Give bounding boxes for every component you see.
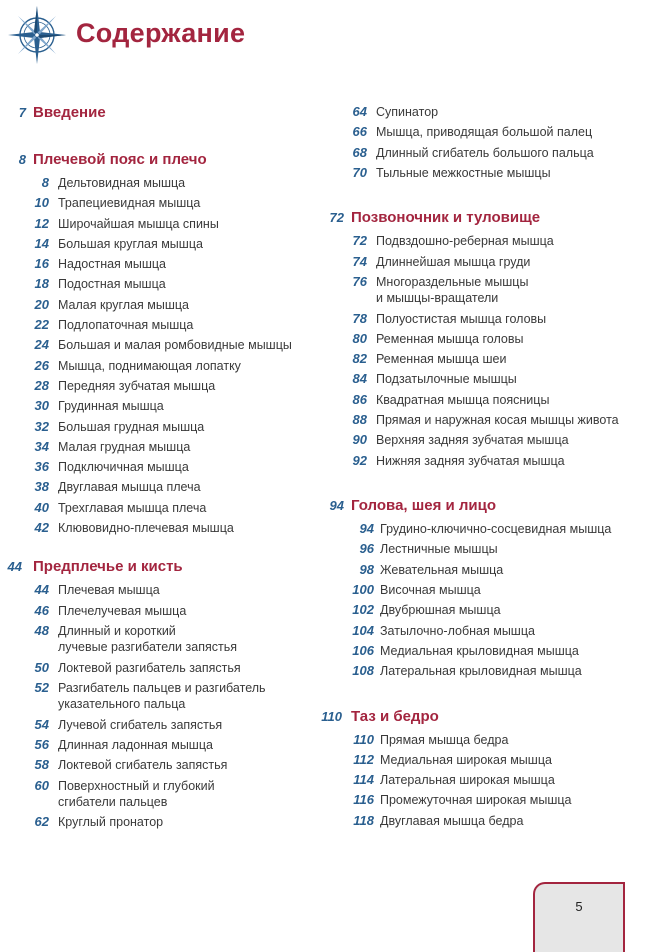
toc-entry: [318, 165, 638, 181]
entry-title: Грудинная мышца: [58, 399, 164, 414]
page-number: 5: [575, 899, 583, 914]
entry-title: Трехглавая мышца плеча: [58, 500, 207, 515]
entry-page-number: 68: [352, 144, 367, 160]
entry-page-number: 118: [353, 812, 374, 828]
toc-section-spine: [318, 209, 638, 469]
entry-page-number: 8: [41, 175, 49, 190]
entry-page-number: 12: [34, 215, 49, 231]
entry-page-number: 10: [34, 195, 49, 211]
entry-page-number: 22: [34, 317, 49, 333]
section-header: [0, 104, 320, 125]
page-header: [6, 4, 406, 66]
entry-page-number: 42: [34, 520, 49, 536]
section-page-number: 72: [329, 210, 344, 226]
entry-title: Верхняя задняя зубчатая мышца: [376, 433, 569, 448]
toc-entry: [318, 392, 638, 408]
toc-entry: [0, 337, 320, 353]
section-header: [0, 151, 320, 172]
entry-title: Височная мышца: [380, 582, 481, 597]
section-title: Введение: [33, 104, 106, 121]
entry-title: Подзатылочные мышцы: [376, 372, 517, 387]
entry-title: Длинный и короткий лучевые разгибатели запястья: [58, 624, 237, 655]
entry-page-number: 64: [352, 104, 367, 119]
toc-section-introduction: [0, 104, 320, 125]
toc-entry: [0, 317, 320, 333]
entry-title: Двуглавая мышца бедра: [380, 813, 524, 828]
entry-title: Большая круглая мышца: [58, 236, 203, 251]
section-title: Таз и бедро: [351, 707, 439, 725]
entry-title: Круглый пронатор: [58, 815, 164, 830]
entry-page-number: 50: [34, 659, 49, 675]
entry-title: Супинатор: [376, 105, 439, 119]
entry-list: [318, 104, 638, 181]
entry-page-number: 114: [353, 772, 374, 788]
entry-title: Прямая мышца бедра: [380, 732, 509, 747]
entry-title: Подостная мышца: [58, 277, 166, 292]
entry-title: Надостная мышца: [58, 257, 167, 272]
toc-entry: [318, 792, 638, 808]
entry-title: Малая круглая мышца: [58, 297, 190, 312]
toc-section-forearm: [0, 558, 320, 830]
entry-title: Двуглавая мышца плеча: [58, 480, 201, 495]
toc-entry: [318, 732, 638, 748]
entry-title: Плечевая мышца: [58, 583, 160, 598]
toc-entry: [0, 175, 320, 191]
entry-title: Большая и малая ромбовидные мышцы: [58, 338, 292, 353]
entry-page-number: 70: [352, 164, 367, 180]
entry-page-number: 20: [34, 296, 49, 312]
entry-title: Подключичная мышца: [58, 460, 189, 475]
entry-title: Локтевой сгибатель запястья: [58, 758, 228, 773]
toc-entry: [0, 717, 320, 733]
entry-page-number: 112: [353, 751, 374, 767]
entry-title: Латеральная широкая мышца: [380, 773, 555, 788]
toc-entry: [0, 582, 320, 598]
entry-title: Дельтовидная мышца: [58, 176, 186, 190]
section-page-number: 7: [18, 105, 26, 120]
toc-right-column: [318, 104, 638, 833]
toc-entry: [318, 562, 638, 578]
entry-title: Разгибатель пальцев и разгибатель указательного пальца: [58, 681, 266, 712]
entry-title: Промежуточная широкая мышца: [380, 793, 572, 808]
entry-page-number: 74: [352, 253, 367, 269]
entry-page-number: 106: [352, 642, 374, 658]
toc-entry: [0, 520, 320, 536]
entry-page-number: 84: [352, 371, 367, 387]
toc-entry: [318, 254, 638, 270]
toc-entry: [0, 737, 320, 753]
toc-entry: [318, 541, 638, 557]
toc-entry: [318, 752, 638, 768]
toc-entry: [318, 274, 638, 307]
entry-title: Латеральная крыловидная мышца: [380, 664, 582, 679]
entry-title: Длинная ладонная мышца: [58, 738, 213, 753]
toc-entry: [318, 104, 638, 120]
entry-title: Длинный сгибатель большого пальца: [376, 145, 594, 160]
entry-title: Малая грудная мышца: [58, 439, 191, 454]
entry-page-number: 14: [34, 235, 49, 251]
entry-page-number: 26: [34, 357, 49, 373]
compass-rose-icon: [6, 4, 68, 66]
toc-entry: [0, 276, 320, 292]
entry-title: Длиннейшая мышца груди: [376, 254, 531, 269]
toc-entry: [318, 772, 638, 788]
page-number-tab: [533, 882, 625, 952]
toc-section-hand-continued: [318, 104, 638, 181]
toc-entry: [0, 398, 320, 414]
entry-page-number: 80: [352, 330, 367, 346]
entry-title: Нижняя задняя зубчатая мышца: [376, 453, 565, 468]
entry-page-number: 72: [352, 233, 367, 249]
toc-entry: [0, 419, 320, 435]
entry-page-number: 108: [352, 663, 374, 679]
toc-entry: [0, 439, 320, 455]
section-title: Предплечье и кисть: [33, 558, 183, 576]
entry-list: [0, 582, 320, 830]
entry-title: Мышца, поднимающая лопатку: [58, 358, 241, 373]
section-page-number: 110: [321, 708, 342, 724]
entry-page-number: 24: [34, 337, 49, 353]
entry-page-number: 32: [34, 418, 49, 434]
entry-page-number: 78: [352, 310, 367, 326]
toc-entry: [0, 459, 320, 475]
toc-entry: [0, 236, 320, 252]
entry-page-number: 56: [34, 737, 49, 753]
entry-page-number: 16: [34, 256, 49, 272]
section-header: [318, 209, 638, 230]
entry-page-number: 38: [34, 479, 49, 495]
section-header: [318, 497, 638, 518]
entry-title: Лестничные мышцы: [380, 542, 498, 557]
section-header: [318, 708, 638, 729]
toc-entry: [318, 311, 638, 327]
toc-entry: [318, 521, 638, 537]
toc-entry: [318, 623, 638, 639]
toc-entry: [318, 643, 638, 659]
entry-title: Медиальная широкая мышца: [380, 752, 552, 767]
toc-entry: [318, 602, 638, 618]
entry-page-number: 100: [352, 581, 374, 597]
entry-page-number: 94: [359, 521, 374, 537]
entry-list: [318, 521, 638, 679]
entry-title: Многораздельные мышцы и мышцы-вращатели: [376, 274, 529, 306]
entry-title: Тыльные межкостные мышцы: [376, 165, 551, 180]
entry-title: Мышца, приводящая большой палец: [376, 125, 593, 140]
entry-page-number: 18: [34, 276, 49, 292]
entry-page-number: 104: [352, 622, 374, 638]
toc-entry: [318, 331, 638, 347]
toc-entry: [318, 453, 638, 469]
entry-title: Плечелучевая мышца: [58, 603, 187, 618]
toc-entry: [318, 124, 638, 140]
entry-list: [318, 233, 638, 469]
toc-entry: [0, 680, 320, 713]
entry-page-number: 54: [34, 716, 49, 732]
entry-title: Локтевой разгибатель запястья: [58, 660, 241, 675]
entry-title: Жевательная мышца: [380, 562, 504, 577]
section-page-number: 44: [7, 559, 22, 575]
toc-entry: [318, 412, 638, 428]
toc-entry: [0, 358, 320, 374]
toc-left-column: [0, 104, 320, 835]
entry-page-number: 48: [34, 623, 49, 639]
entry-title: Передняя зубчатая мышца: [58, 378, 216, 393]
toc-entry: [0, 623, 320, 656]
entry-list: [0, 175, 320, 536]
toc-entry: [318, 351, 638, 367]
entry-page-number: 34: [34, 438, 49, 454]
toc-entry: [318, 663, 638, 679]
toc-entry: [0, 778, 320, 811]
entry-title: Широчайшая мышца спины: [58, 216, 219, 231]
entry-page-number: 28: [34, 377, 49, 393]
toc-entry: [0, 297, 320, 313]
section-title: Позвоночник и туловище: [351, 209, 541, 227]
entry-page-number: 88: [352, 412, 367, 428]
entry-list: [318, 732, 638, 830]
section-page-number: 94: [329, 498, 344, 514]
entry-page-number: 116: [353, 792, 374, 808]
entry-page-number: 76: [352, 273, 367, 289]
toc-entry: [0, 378, 320, 394]
entry-page-number: 58: [34, 757, 49, 773]
entry-page-number: 60: [34, 777, 49, 793]
toc-entry: [0, 216, 320, 232]
toc-entry: [0, 757, 320, 773]
entry-page-number: 102: [352, 602, 374, 618]
entry-page-number: 66: [352, 124, 367, 140]
entry-title: Грудино-ключично-сосцевидная мышца: [380, 522, 612, 537]
section-page-number: 8: [18, 152, 26, 167]
toc-entry: [318, 582, 638, 598]
entry-title: Полуостистая мышца головы: [376, 311, 547, 326]
toc-section-shoulder: [0, 151, 320, 536]
entry-title: Квадратная мышца поясницы: [376, 392, 550, 407]
entry-title: Большая грудная мышца: [58, 419, 205, 434]
page-title: Содержание: [76, 18, 246, 48]
toc-section-pelvis-thigh: [318, 708, 638, 830]
entry-title: Клювовидно-плечевая мышца: [58, 521, 234, 536]
entry-page-number: 86: [352, 391, 367, 407]
entry-title: Двубрюшная мышца: [380, 603, 501, 618]
section-title: Плечевой пояс и плечо: [33, 151, 207, 168]
toc-entry: [0, 256, 320, 272]
entry-page-number: 30: [34, 398, 49, 414]
entry-page-number: 82: [352, 351, 367, 367]
entry-page-number: 46: [34, 602, 49, 618]
entry-page-number: 40: [34, 499, 49, 515]
entry-page-number: 90: [352, 432, 367, 448]
entry-page-number: 92: [352, 452, 367, 468]
toc-entry: [0, 814, 320, 830]
entry-page-number: 110: [353, 731, 374, 747]
entry-page-number: 36: [34, 459, 49, 475]
toc-section-head-neck: [318, 497, 638, 679]
toc-entry: [0, 195, 320, 211]
entry-title: Подлопаточная мышца: [58, 318, 194, 333]
section-title: Голова, шея и лицо: [351, 497, 497, 515]
entry-page-number: 98: [359, 561, 374, 577]
entry-page-number: 62: [34, 814, 49, 830]
entry-title: Ременная мышца шеи: [376, 352, 507, 367]
entry-page-number: 44: [34, 582, 49, 598]
toc-entry: [318, 813, 638, 829]
toc-entry: [318, 432, 638, 448]
toc-entry: [318, 145, 638, 161]
entry-title: Лучевой сгибатель запястья: [58, 717, 223, 732]
entry-page-number: 52: [34, 680, 49, 696]
entry-title: Ременная мышца головы: [376, 331, 524, 346]
entry-title: Прямая и наружная косая мышцы живота: [376, 413, 619, 428]
toc-entry: [318, 233, 638, 249]
entry-page-number: 96: [359, 541, 374, 557]
entry-title: Поверхностный и глубокий сгибатели пальцев: [58, 778, 215, 810]
entry-title: Медиальная крыловидная мышца: [380, 643, 579, 658]
entry-title: Затылочно-лобная мышца: [380, 623, 535, 638]
toc-entry: [0, 500, 320, 516]
section-header: [0, 558, 320, 579]
toc-entry: [0, 479, 320, 495]
entry-title: Подвздошно-реберная мышца: [376, 234, 554, 249]
entry-title: Трапециевидная мышца: [58, 196, 201, 211]
toc-entry: [318, 371, 638, 387]
toc-entry: [0, 660, 320, 676]
toc-entry: [0, 603, 320, 619]
